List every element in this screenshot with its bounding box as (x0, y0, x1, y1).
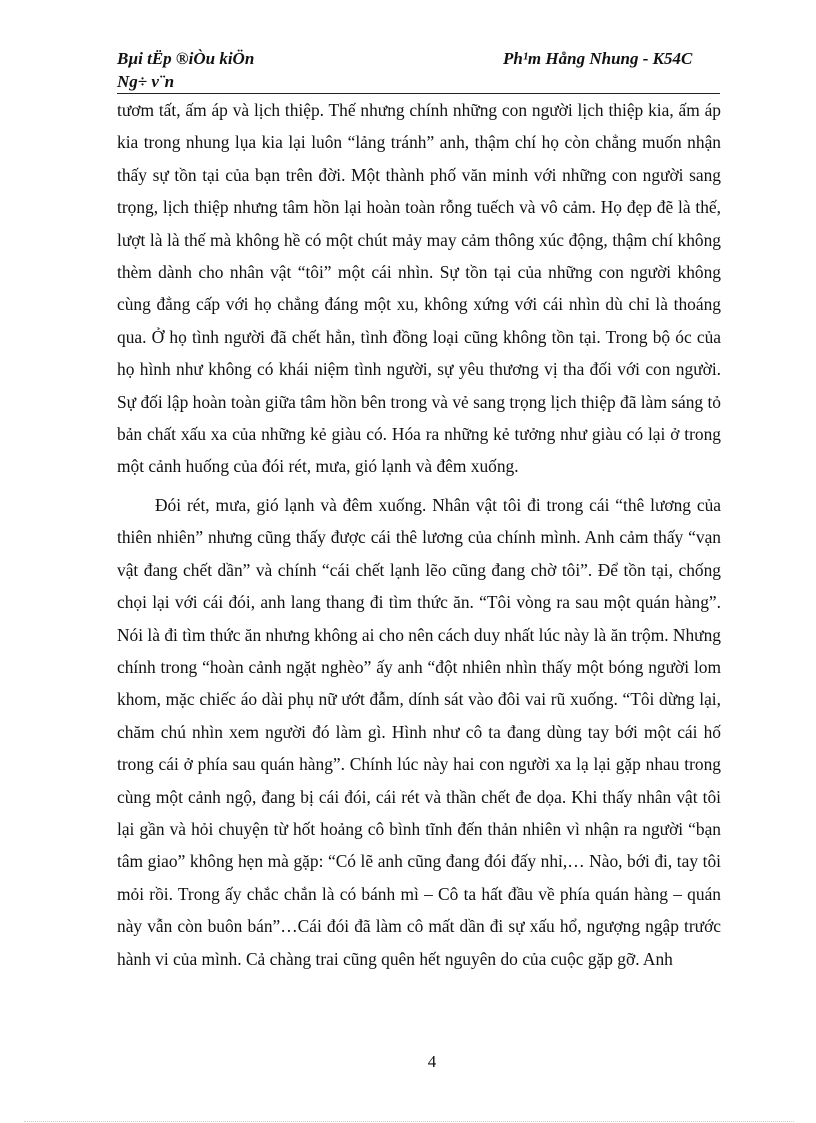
paragraph: tươm tất, ấm áp và lịch thiệp. Thế nhưng chính những con người lịch thiệp kia, ấm áp kia trong nhung lụa kia lại luôn “lảng tránh” anh, thậm chí họ còn chẳng muốn nhận thấy sự tồn tại của bạn trên đời. Một thành phố văn minh với những con người sang trọng, lịch thiệp nhưng tâm hồn lại hoàn toàn rỗng tuếch và vô cảm. Họ đẹp đẽ là thế, lượt là là thế mà không hề có một chút mảy may cảm thông xúc động, thậm chí không thèm dành cho nhân vật “tôi” một cái nhìn. Sự tồn tại của những con người không cùng đẳng cấp với họ chẳng đáng một xu, không xứng với cái nhìn dù chỉ là thoáng qua. Ở họ tình người đã chết hẳn, tình đồng loại cũng không tồn tại. Trong bộ óc của họ hình như không có khái niệm tình người, sự yêu thương vị tha đối với con người. Sự đối lập hoàn toàn giữa tâm hồn bên trong và vẻ sang trọng lịch thiệp đã làm sáng tỏ bản chất xấu xa của những kẻ giàu có. Hóa ra những kẻ tưởng như giàu có lại ở trong một cảnh huống của đói rét, mưa, gió lạnh và đêm xuống. (117, 100, 721, 477)
header-author: Ph¹m Hång Nhung - K54C (503, 49, 693, 68)
document-body (117, 94, 721, 975)
header-course-title: Bµi tËp ®iÒu kiÖn (117, 49, 255, 68)
footer-divider (24, 1121, 794, 1122)
header-subject: Ng÷ v¨n (117, 72, 175, 91)
paragraph: Đói rét, mưa, gió lạnh và đêm xuống. Nhân vật tôi đi trong cái “thê lương của thiên nhiên” nhưng cũng thấy được cái thê lương của chính mình. Anh cảm thấy “vạn vật đang chết dần” và chính “cái chết lạnh lẽo cũng đang chờ tôi”. Để tồn tại, chống chọi lại với cái đói, anh lang thang đi tìm thức ăn. “Tôi vòng ra sau một quán hàng”. Nói là đi tìm thức ăn nhưng không ai cho nên cách duy nhất lúc này là ăn trộm. Nhưng chính trong “hoàn cảnh ngặt nghèo” ấy anh “đột nhiên nhìn thấy một bóng người lom khom, mặc chiếc áo dài phụ nữ ướt đẫm, dính sát vào đôi vai rũ xuống. “Tôi dừng lại, chăm chú nhìn xem người đó làm gì. Hình như cô ta đang dùng tay bới một cái hố trong cái ở phía sau quán hàng”. Chính lúc này hai con người xa lạ lại gặp nhau trong cùng một cảnh ngộ, đang bị cái đói, cái rét và thần chết đe dọa. Khi thấy nhân vật tôi lại gần và hỏi chuyện từ hốt hoảng cô bình tĩnh đến thản nhiên vì nhận ra người “bạn tâm giao” không hẹn mà gặp: “Có lẽ anh cũng đang đói đấy nhỉ,… Nào, bới đi, tay tôi mỏi rồi. Trong ấy chắc chắn là có bánh mì – Cô ta hất đầu về phía quán hàng – quán này vẫn còn buôn bán”…Cái đói đã làm cô mất dần đi sự xấu hổ, ngượng ngập trước hành vi của mình. Cả chàng trai cũng quên hết nguyên do của cuộc gặp gỡ. Anh (117, 494, 721, 969)
page-number: 4 (427, 1052, 437, 1071)
